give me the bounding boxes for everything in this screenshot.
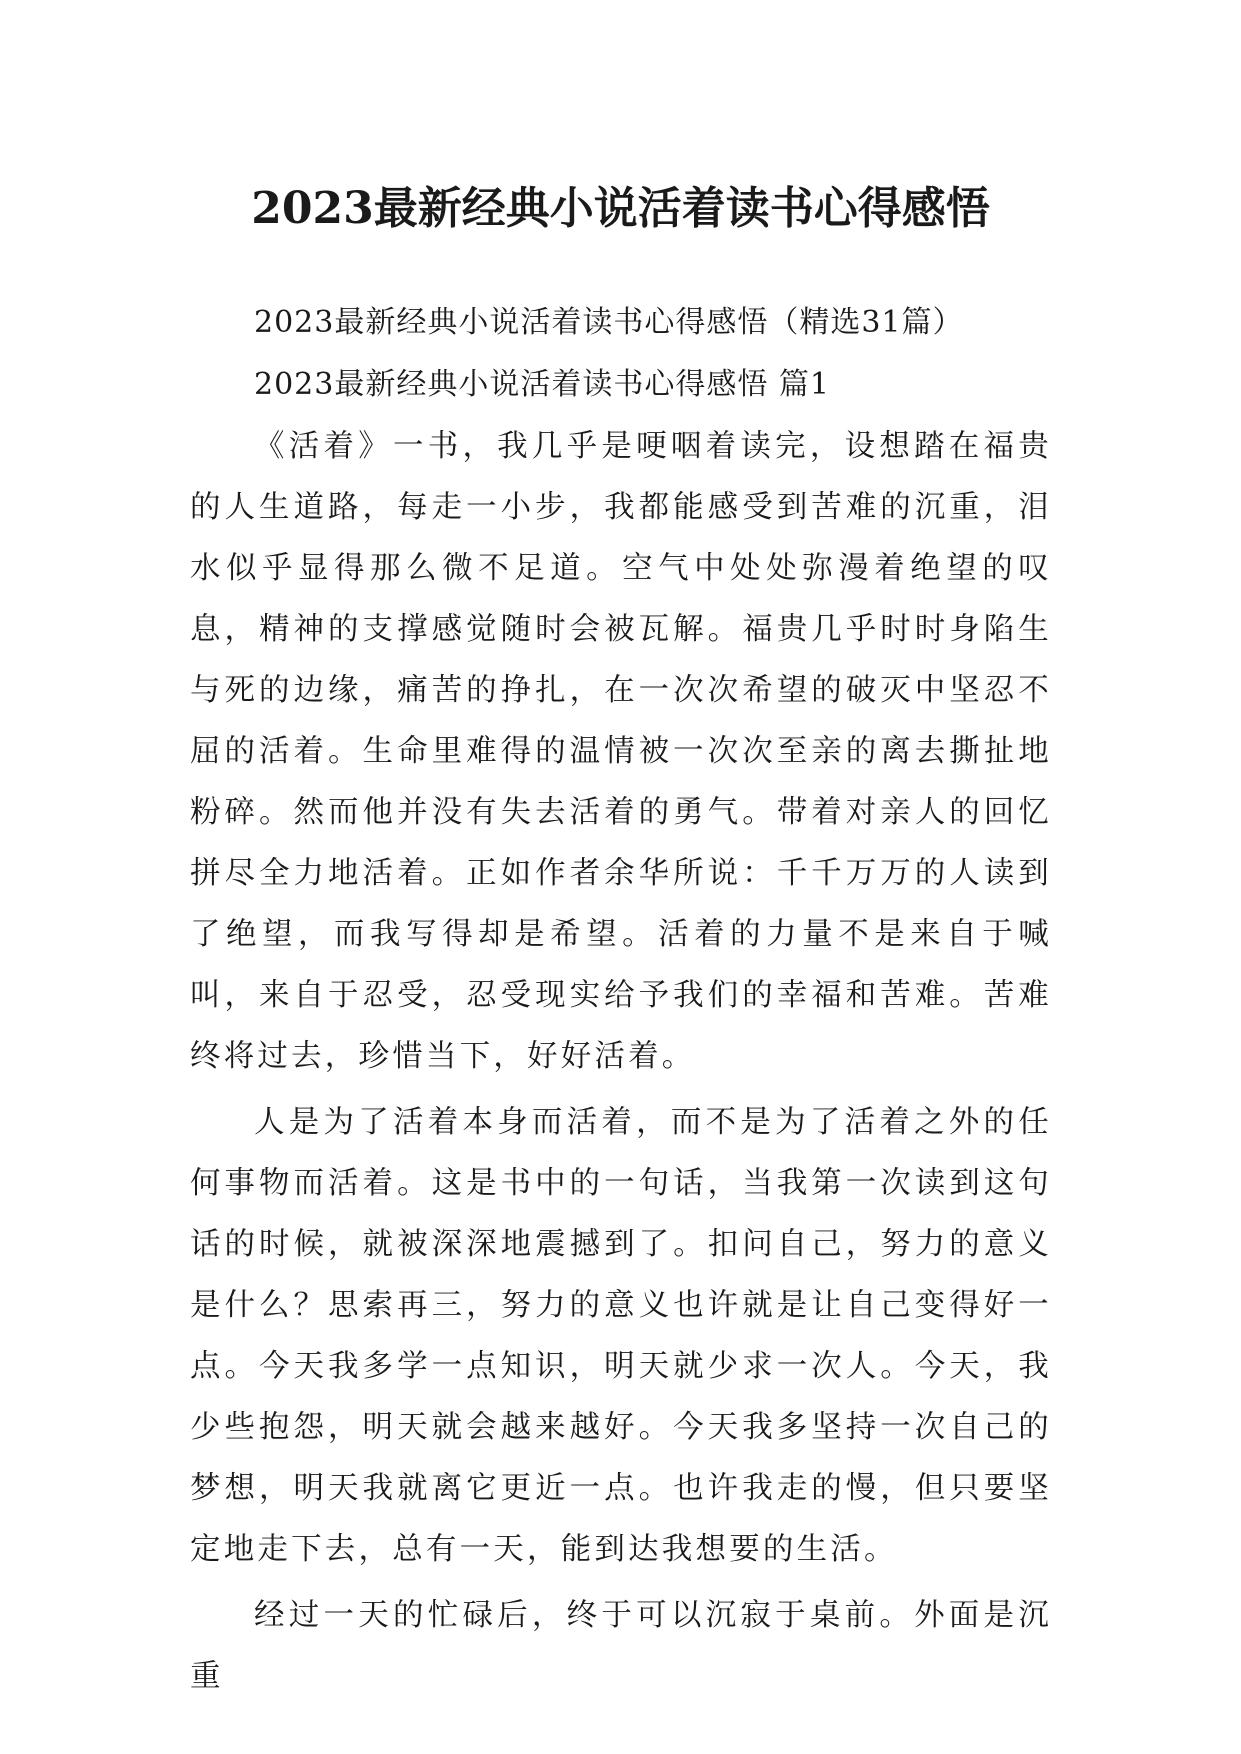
paragraph: 人是为了活着本身而活着，而不是为了活着之外的任何事物而活着。这是书中的一句话，当我第一次读到这句话的时候，就被深深地震撼到了。扣问自己，努力的意义是什么？思索再三，努力的意义也许就是让自己变得好一点。今天我多学一点知识，明天就少求一次人。今天，我少些抱怨，明天就会越来越好。今天我多坚持一次自己的梦想，明天我就离它更近一点。也许我走的慢，但只要坚定地走下去，总有一天，能到达我想要的生活。 <box>190 1105 1052 1567</box>
paragraph: 《活着》一书，我几乎是哽咽着读完，设想踏在福贵的人生道路，每走一小步，我都能感受到苦难的沉重，泪水似乎显得那么微不足道。空气中处处弥漫着绝望的叹息，精神的支撑感觉随时会被瓦解。福贵几乎时时身陷生与死的边缘，痛苦的挣扎，在一次次希望的破灭中坚忍不屈的活着。生命里难得的温情被一次次至亲的离去撕扯地粉碎。然而他并没有失去活着的勇气。带着对亲人的回忆拼尽全力地活着。正如作者余华所说：千千万万的人读到了绝望，而我写得却是希望。活着的力量不是来自于喊叫，来自于忍受，忍受现实给予我们的幸福和苦难。苦难终将过去，珍惜当下，好好活着。 <box>190 429 1052 1074</box>
document-title: 2023最新经典小说活着读书心得感悟 <box>251 183 990 235</box>
section-heading: 2023最新经典小说活着读书心得感悟 篇1 <box>254 367 830 402</box>
document-subtitle: 2023最新经典小说活着读书心得感悟（精选31篇） <box>254 305 964 340</box>
paragraph: 经过一天的忙碌后，终于可以沉寂于桌前。外面是沉重 <box>190 1598 1052 1694</box>
document-body <box>190 292 1052 1707</box>
